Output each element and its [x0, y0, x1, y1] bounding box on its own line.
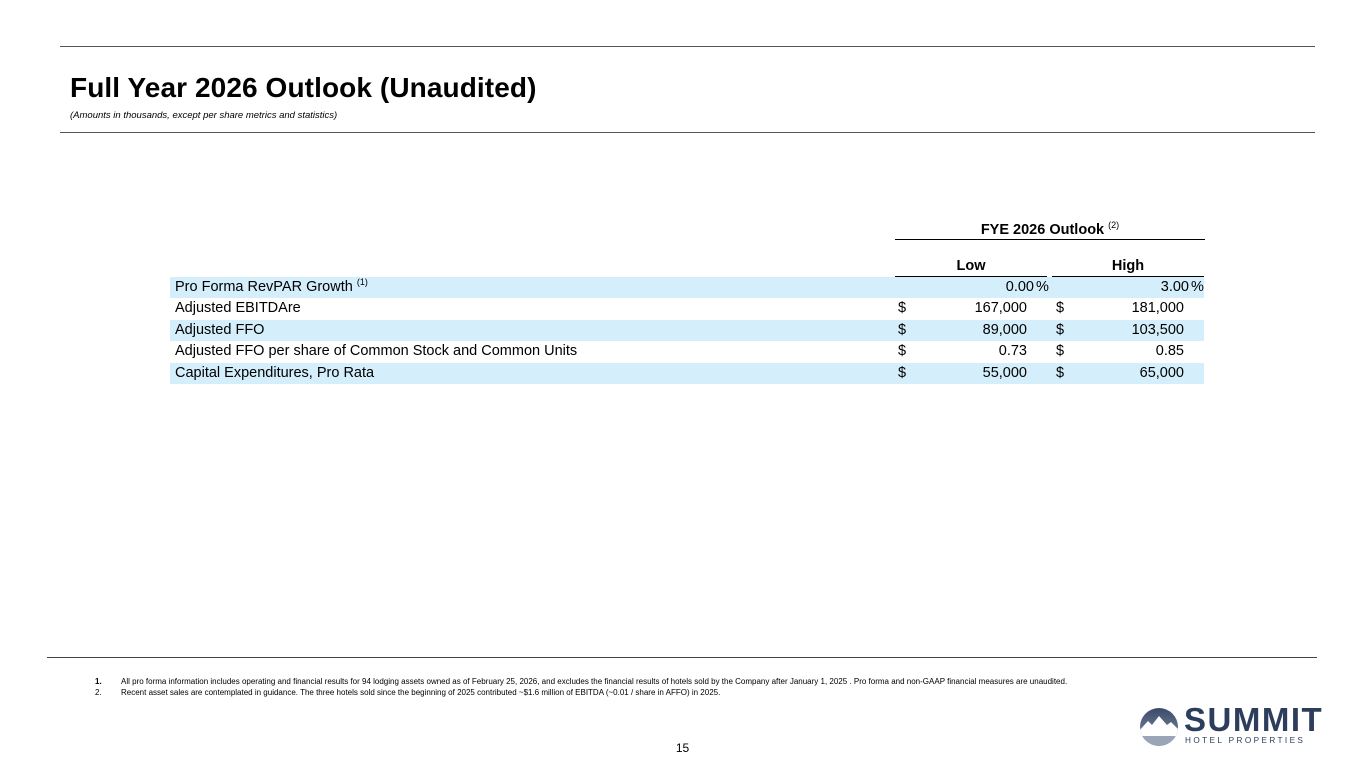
footnote [95, 688, 1067, 699]
table-row [170, 277, 1204, 298]
high-currency: $ [1056, 365, 1065, 381]
row-label: Capital Expenditures, Pro Rata [175, 365, 375, 381]
footer-divider [47, 657, 1317, 658]
top-divider [60, 46, 1315, 47]
low-value: 55,000 [982, 365, 1027, 381]
footnote-text: All pro forma information includes operating and financial results for 94 lodging assets owned as of February 25, 2026, and excludes the financial results of hotels sold by the Company after January 1, 2025 . Pro forma and non-GAAP financial measures are unaudited. [121, 677, 1068, 686]
page-number: 15 [675, 741, 690, 755]
outlook-header-underline [895, 239, 1205, 240]
row-label: Adjusted FFO [175, 322, 265, 338]
logo-wordmark: SUMMIT [1184, 701, 1324, 738]
footnote-text: Recent asset sales are contemplated in guidance. The three hotels sold since the beginning of 2025 contributed ~$1.6 million of EBITDA (~0.01 / share in AFFO) in 2025. [121, 687, 721, 697]
summit-logo [1138, 701, 1324, 752]
header-divider [60, 132, 1315, 133]
footnotes [95, 677, 1067, 698]
low-currency: $ [898, 322, 907, 338]
table-row [170, 298, 1204, 319]
high-value: 181,000 [1131, 300, 1184, 316]
table-row [170, 341, 1204, 362]
outlook-group-title: FYE 2026 Outlook [980, 222, 1105, 238]
outlook-group-note: (2) [1108, 220, 1120, 230]
logo-tagline: HOTEL PROPERTIES [1185, 736, 1306, 745]
low-value: 167,000 [974, 300, 1027, 316]
high-value: 65,000 [1139, 365, 1184, 381]
low-unit: % [1036, 279, 1049, 295]
row-label: Adjusted EBITDAre [175, 300, 301, 316]
high-value: 3.00 [1160, 279, 1189, 295]
column-header-high: High [1111, 258, 1145, 274]
outlook-group-header [895, 220, 1205, 238]
mountain-icon [1138, 706, 1180, 748]
table-row [170, 320, 1204, 341]
high-currency: $ [1056, 343, 1065, 359]
low-currency: $ [898, 365, 907, 381]
high-value: 0.85 [1155, 343, 1184, 359]
row-label: Adjusted FFO per share of Common Stock and Common Units [175, 343, 578, 359]
low-value: 89,000 [982, 322, 1027, 338]
table-row [170, 363, 1204, 384]
footnote-number: 2. [95, 687, 102, 697]
high-value: 103,500 [1131, 322, 1184, 338]
page-subtitle: (Amounts in thousands, except per share metrics and statistics) [70, 110, 338, 121]
footnote [95, 677, 1067, 688]
column-header-low: Low [956, 258, 986, 274]
high-currency: $ [1056, 322, 1065, 338]
high-unit: % [1191, 279, 1204, 295]
low-currency: $ [898, 343, 907, 359]
low-value: 0.73 [998, 343, 1027, 359]
row-label: Pro Forma RevPAR Growth $^{(1)}$ [175, 277, 368, 295]
footnote-number: 1. [95, 677, 102, 686]
low-currency: $ [898, 300, 907, 316]
high-currency: $ [1056, 300, 1065, 316]
low-value: 0.00 [1005, 279, 1034, 295]
page-title: Full Year 2026 Outlook (Unaudited) [70, 72, 537, 103]
